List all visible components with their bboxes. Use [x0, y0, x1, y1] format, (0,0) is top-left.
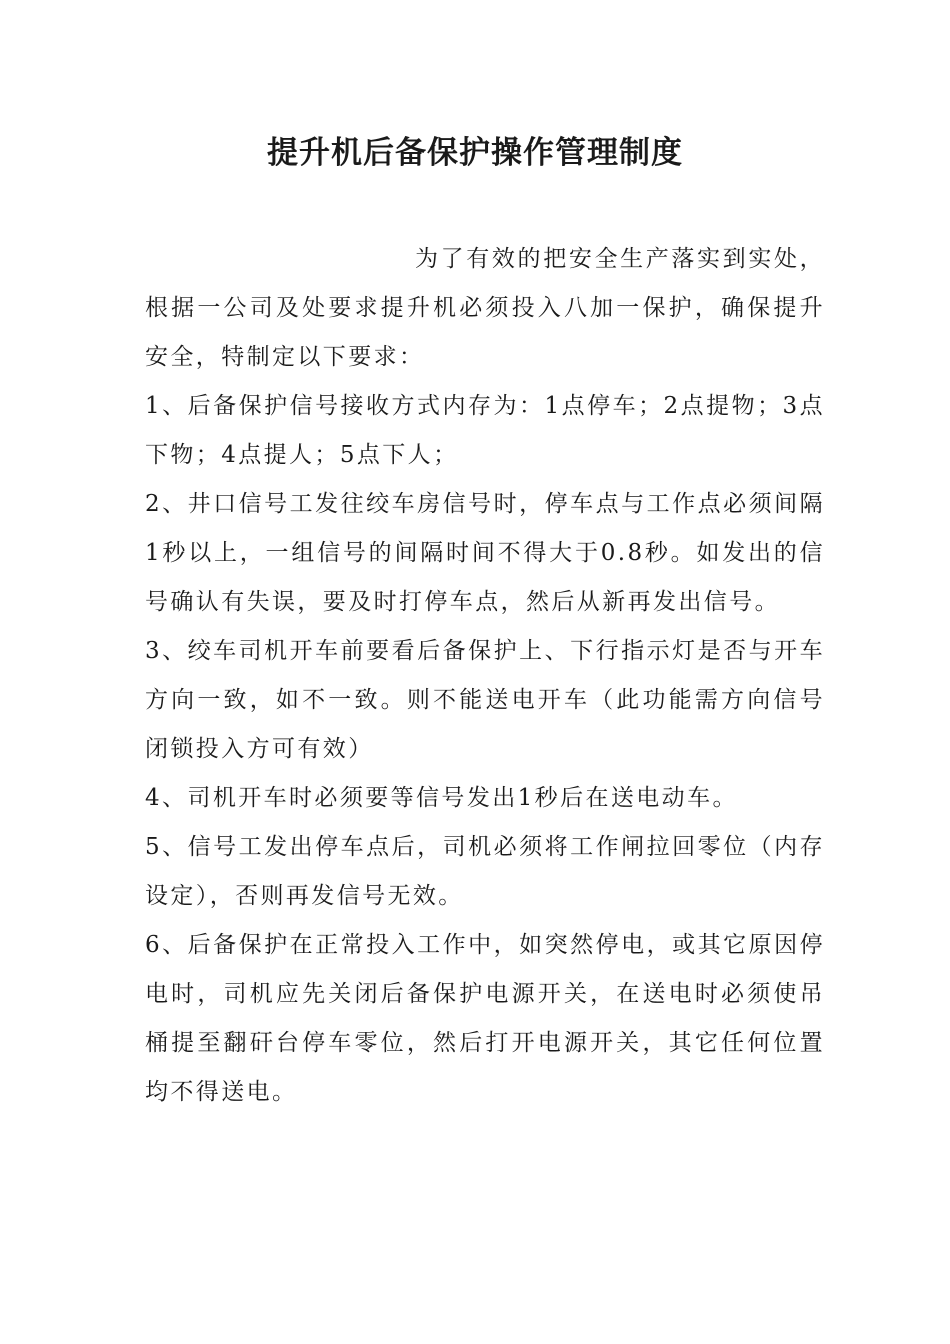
document-body: [145, 235, 825, 1117]
rule-item-6: 6、后备保护在正常投入工作中，如突然停电，或其它原因停电时，司机应先关闭后备保护电源开关，在送电时必须使吊桶提至翻矸台停车零位，然后打开电源开关，其它任何位置均不得送电。: [145, 932, 825, 1105]
rule-item-1: 1、后备保护信号接收方式内存为：1点停车；2点提物；3点下物；4点提人；5点下人；: [145, 393, 825, 468]
rule-item-4: 4、司机开车时必须要等信号发出1秒后在送电动车。: [145, 785, 738, 811]
rule-item-2: 2、井口信号工发往绞车房信号时，停车点与工作点必须间隔1秒以上，一组信号的间隔时间不得大于0.8秒。如发出的信号确认有失误，要及时打停车点，然后从新再发出信号。: [145, 491, 825, 615]
document-title: 提升机后备保护操作管理制度: [267, 135, 683, 171]
intro-paragraph: 为了有效的把安全生产落实到实处，根据一公司及处要求提升机必须投入八加一保护，确保提升安全，特制定以下要求：: [145, 246, 825, 370]
rule-item-3: 3、绞车司机开车前要看后备保护上、下行指示灯是否与开车方向一致，如不一致。则不能送电开车（此功能需方向信号闭锁投入方可有效）: [145, 638, 825, 762]
rule-item-5: 5、信号工发出停车点后，司机必须将工作闸拉回零位（内存设定），否则再发信号无效。: [145, 834, 825, 909]
